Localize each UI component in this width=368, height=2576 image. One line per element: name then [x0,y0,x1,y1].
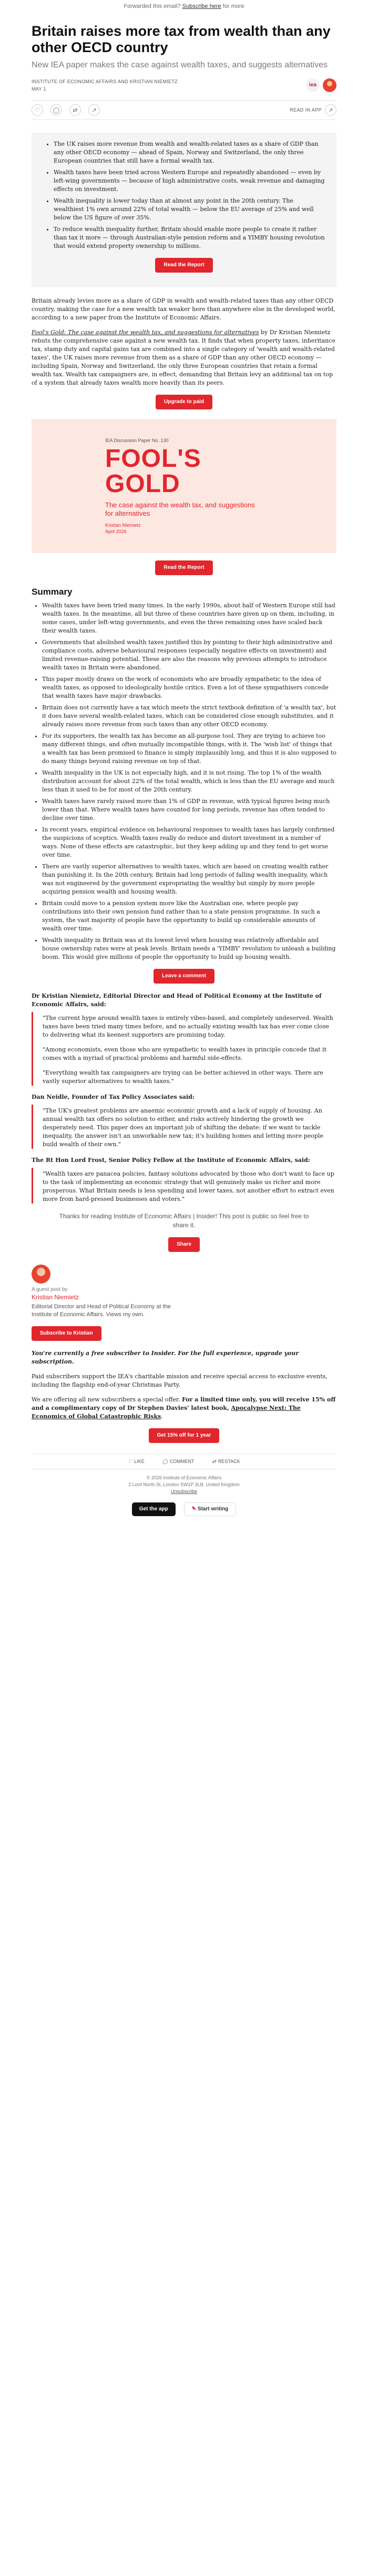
quote-block [32,1105,336,1149]
article-title[interactable]: Britain raises more tax from wealth than any other OECD country [32,23,331,55]
read-in-app-link[interactable] [290,104,336,116]
share-button[interactable]: Share [168,1237,200,1252]
read-report-button[interactable]: Read the Report [155,258,212,273]
notice-prefix: Forwarded this email? [124,3,182,9]
quote-paragraph: "Wealth taxes are panacea policies, fantasy solutions advocated by those who don't want to face up to the task of implementing an economic strategy that will genuinely make us richer and more prosperous. What Britain needs is less spending and lower taxes, not another effort to extract even more from hard-pressed businesses and voters." [43,1170,334,1202]
quote-speaker: Dr Kristian Niemietz, Editorial Director and Head of Political Economy at the Institute of Economic Affairs, said: [32,993,322,1008]
external-link-icon: ↗ [325,104,336,116]
summary-item: • There are vastly superior alternatives to wealth taxes, which are based on creating wealth rather than punishing it. In the 20th century, Britain had long periods of falling wealth inequality, which was not engineered by the government expropriating the wealthy but simply by more people acquiring pension wealth and housing wealth. [42,863,336,896]
guest-label: A guest post by [32,1287,68,1292]
quote-speaker: Dan Neidle, Founder of Tax Policy Associates said: [32,1094,195,1100]
quote-paragraph: "Everything wealth tax campaigners are trying can be better achieved in other ways. There are vastly superior alternatives to wealth taxes." [43,1069,323,1085]
paper-paragraph [32,328,336,387]
cover-series: IEA Discussion Paper No. 130 [105,437,169,443]
restack-icon[interactable]: ⇄ [69,104,81,116]
key-points-box [32,133,336,287]
publisher-logos [306,78,336,92]
forwarded-notice [0,0,368,12]
summary-item: • Wealth inequality in the UK is not especially high, and it is not rising. The top 1% of the wealth distribution account for about 22% of the total wealth, which is less than the EU average and much less than it used to be for most of the 20th century. [42,769,336,794]
share-note: Thanks for reading Institute of Economic Affairs | Insider! This post is public so feel free to share it. [59,1212,309,1229]
cover-date: April 2026 [105,528,127,534]
subscribe-kristian-button[interactable]: Subscribe to Kristian [32,1326,101,1341]
upgrade-button[interactable]: Upgrade to paid [156,395,212,409]
offer-suffix: . [161,1413,163,1420]
byline [32,78,178,93]
share-icon[interactable]: ↗ [88,104,100,116]
like-label: LIKE [134,1459,145,1464]
quote-paragraph: "The UK's greatest problems are anaemic economic growth and a lack of supply of housing. An annual wealth tax offers no solution to either, and risks actively hindering the growth we desperately need. This paper does an important job of shifting the debate: if we want to tackle inequality, the answer isn't an unworkable new tax; it's building homes and letting more people build wealth of their own." [43,1107,323,1148]
key-points-list [43,140,325,250]
email-body [32,23,336,1516]
byline-row [32,76,336,95]
free-subscriber-note: You're currently a free subscriber to Insider. For the full experience, upgrade your subscription. [32,1350,299,1365]
subscribe-link[interactable]: Subscribe here [182,3,221,9]
key-point: • To reduce wealth inequality further, Britain should enable more people to create it rather than tax it more — through Australian-style pension reform and a YIMBY housing revolution that would extend property ownership to millions. [54,225,325,250]
cover-title: FOOL'S GOLD [105,444,201,498]
heart-icon: ♡ [128,1458,132,1464]
book-link[interactable]: Apocalypse Next: The Economics of Global Catastrophic Risks [32,1405,301,1420]
heart-icon[interactable]: ♡ [32,104,43,116]
footer-restack[interactable] [212,1459,240,1465]
start-writing-button[interactable] [184,1502,237,1516]
offer-prefix: We are offering all new subscribers a special offer. [32,1396,182,1403]
author-avatar[interactable] [323,78,336,92]
byline-authors[interactable]: INSTITUTE OF ECONOMIC AFFAIRS AND KRISTIAN NIEMIETZ [32,79,178,84]
start-writing-label: Start writing [197,1506,229,1512]
summary-item: • Britain could move to a pension system more like the Australian one, where people pay contributions into their own pension fund rather than to a state pension programme. In such a system, the vast majority of people have the opportunity to build up considerable amounts of wealth over time. [42,899,336,933]
summary-item: • This paper mostly draws on the work of economists who are broadly sympathetic to the idea of wealth taxes, as opposed to ideologically hostile critics. Even a lot of these sympathisers concede that wealth taxes have major drawbacks. [42,675,336,700]
post-actions [32,100,336,120]
address: 2 Lord North St, London SW1P 3LB, United Kingdom [128,1482,240,1487]
byline-date: MAY 1 [32,86,46,92]
key-point: • Wealth taxes have been tried across Western Europe and repeatedly abandoned — even by left-wing governments — because of high administrative costs, weak revenue and damaging effects on investment. [54,168,325,194]
copyright: © 2026 Institute of Economic Affairs [146,1475,222,1480]
quote-block [32,1012,336,1086]
footer-actions [32,1454,336,1469]
summary-item: • For its supporters, the wealth tax has become an all-purpose tool. They are trying to achieve too many different things, and often mutually incompatible things, with it. The 'wish list' of things that a wealth tax has been promised to finance is simply implausibly long, and thus it is also supposed to do many things beyond raising revenue on top of that. [42,732,336,766]
quote-block [32,1168,336,1204]
comment-label: COMMENT [169,1459,195,1464]
summary-heading: Summary [32,587,73,597]
summary-item: • Wealth taxes have rarely raised more than 1% of GDP in revenue, with typical figures being much lower than that. Where wealth taxes have counted for long periods, revenue has often tended to decline over time. [42,797,336,823]
footer-text [32,1475,336,1495]
offer-bold: For a limited time only, you will receive 15% off and a complimentary copy of Dr Stephen Davies' latest book, [32,1396,336,1411]
summary-item: • In recent years, empirical evidence on behavioural responses to wealth taxes has largely confirmed the suspicions of sceptics. Wealth taxes really do reduce and distort investment in a number of ways. None of these effects are catastrophic, but they keep adding up and they tend to get worse over time. [42,826,336,859]
summary-item: • Wealth taxes have been tried many times. In the early 1990s, about half of Western Europe still had wealth taxes. In the meantime, all but three of these countries have given up on them, including, in some cases, under left-wing governments, and even the three remaining ones have scaled back their wealth taxes. [42,602,336,635]
quote-paragraph: "The current hype around wealth taxes is entirely vibes-based, and completely undeserved. Wealth taxes have been tried many times before, and no actually existing wealth tax has ever come close to delivering what its keenest supporters are promising today. [43,1015,333,1038]
restack-icon: ⇄ [212,1458,216,1464]
paid-benefits-paragraph: Paid subscribers support the IEA's charitable mission and receive special access to exclusive events, including the flagship end-of-year Christmas Party. [32,1373,328,1388]
app-promo [32,1502,336,1516]
quote-paragraph: "Among economists, even those who are sympathetic to wealth taxes in principle concede that it comes with a myriad of practical problems and harmful side-effects. [43,1046,326,1061]
quote-speaker: The Rt Hon Lord Frost, Senior Policy Fellow at the Institute of Economic Affairs, said: [32,1157,310,1164]
guest-author-card [32,1265,336,1341]
comment-icon[interactable]: ◯ [50,104,62,116]
key-point: • Wealth inequality is lower today than at almost any point in the 20th century. The wealthiest 1% own around 22% of total wealth — below the EU average of 25% and well below the US figure of over 35%. [54,197,325,222]
notice-suffix: for more [221,3,244,9]
cover-subtitle: The case against the wealth tax, and suggestions for alternatives [105,500,255,517]
restack-label: RESTACK [218,1459,240,1464]
guest-name-link[interactable]: Kristian Niemietz [32,1294,79,1301]
read-in-app-label: READ IN APP [290,107,322,113]
get-app-button[interactable]: Get the app [132,1502,176,1516]
cover-author: Kristian Niemietz [105,522,141,528]
comment-icon: ◯ [162,1458,168,1464]
paper-link[interactable]: Fool's Gold: The case against the wealth tax, and suggestions for alternatives [32,329,259,336]
summary-item: • Governments that abolished wealth taxes justified this by pointing to their high administrative and compliance costs, adverse behavioural responses (especially negative effects on investment) and limited revenue-raising potential. These are also the reasons why previous attempts to introduce wealth taxes in Britain were abandoned. [42,638,336,672]
guest-bio: Editorial Director and Head of Political Economy at the Institute of Economic Affairs. Views my own. [32,1304,171,1318]
footer-comment[interactable] [162,1459,195,1465]
guest-avatar[interactable] [32,1265,50,1284]
key-point: • The UK raises more revenue from wealth and wealth-related taxes as a share of GDP than any other OECD economy — ahead of Spain, Norway and Switzerland, the only three European countries that still have a formal wealth tax. [54,140,325,165]
summary-list [32,602,336,961]
read-report-button-2[interactable]: Read the Report [155,560,212,575]
iea-logo[interactable]: iea [306,78,320,92]
leave-comment-button[interactable]: Leave a comment [154,969,214,984]
offer-paragraph [32,1396,336,1421]
summary-item: • Britain does not currently have a tax which meets the strict textbook definition of 'a wealth tax', but it does have several wealth-related taxes, which can be considered close enough substitutes, and it already raises more revenue from such taxes than any other OECD economy. [42,704,336,729]
report-cover-image[interactable] [32,419,336,553]
intro-paragraph: Britain already levies more as a share of GDP in wealth and wealth-related taxes than any other OECD country, making the case for a new wealth tax weaker here than anywhere else in the developed world, according to a new paper from the Institute of Economic Affairs. [32,297,335,321]
get-offer-button[interactable]: Get 15% off for 1 year [149,1428,220,1443]
footer-like[interactable] [128,1459,145,1465]
article-subtitle: New IEA paper makes the case against wealth taxes, and suggests alternatives [32,61,328,69]
paper-paragraph-text: by Dr Kristian Niemietz rebuts the comprehensive case against a new wealth tax. It finds that when property taxes, inheritance tax, stamp duty and capital gains tax are combined into a single category of 'wealth and wealth-related taxes', the UK raises more revenue from them as a share of GDP than any other OECD economy — including Spain, Norway and Switzerland, the only three European countries that retain a formal wealth tax. Wealth tax campaigners are, in effect, demanding that Britain levy an additional tax on top of a system that already taxes wealth more heavily than its peers. [32,329,335,386]
unsubscribe-link[interactable]: Unsubscribe [170,1489,198,1494]
summary-item: • Wealth inequality in Britain was at its lowest level when housing was relatively affordable and house ownership rates were at peak levels. Britain needs a 'YIMBY' revolution to unleash a building boom. This would give millions of people the opportunity to build up housing wealth. [42,936,336,961]
pen-icon: ✎ [191,1506,197,1512]
